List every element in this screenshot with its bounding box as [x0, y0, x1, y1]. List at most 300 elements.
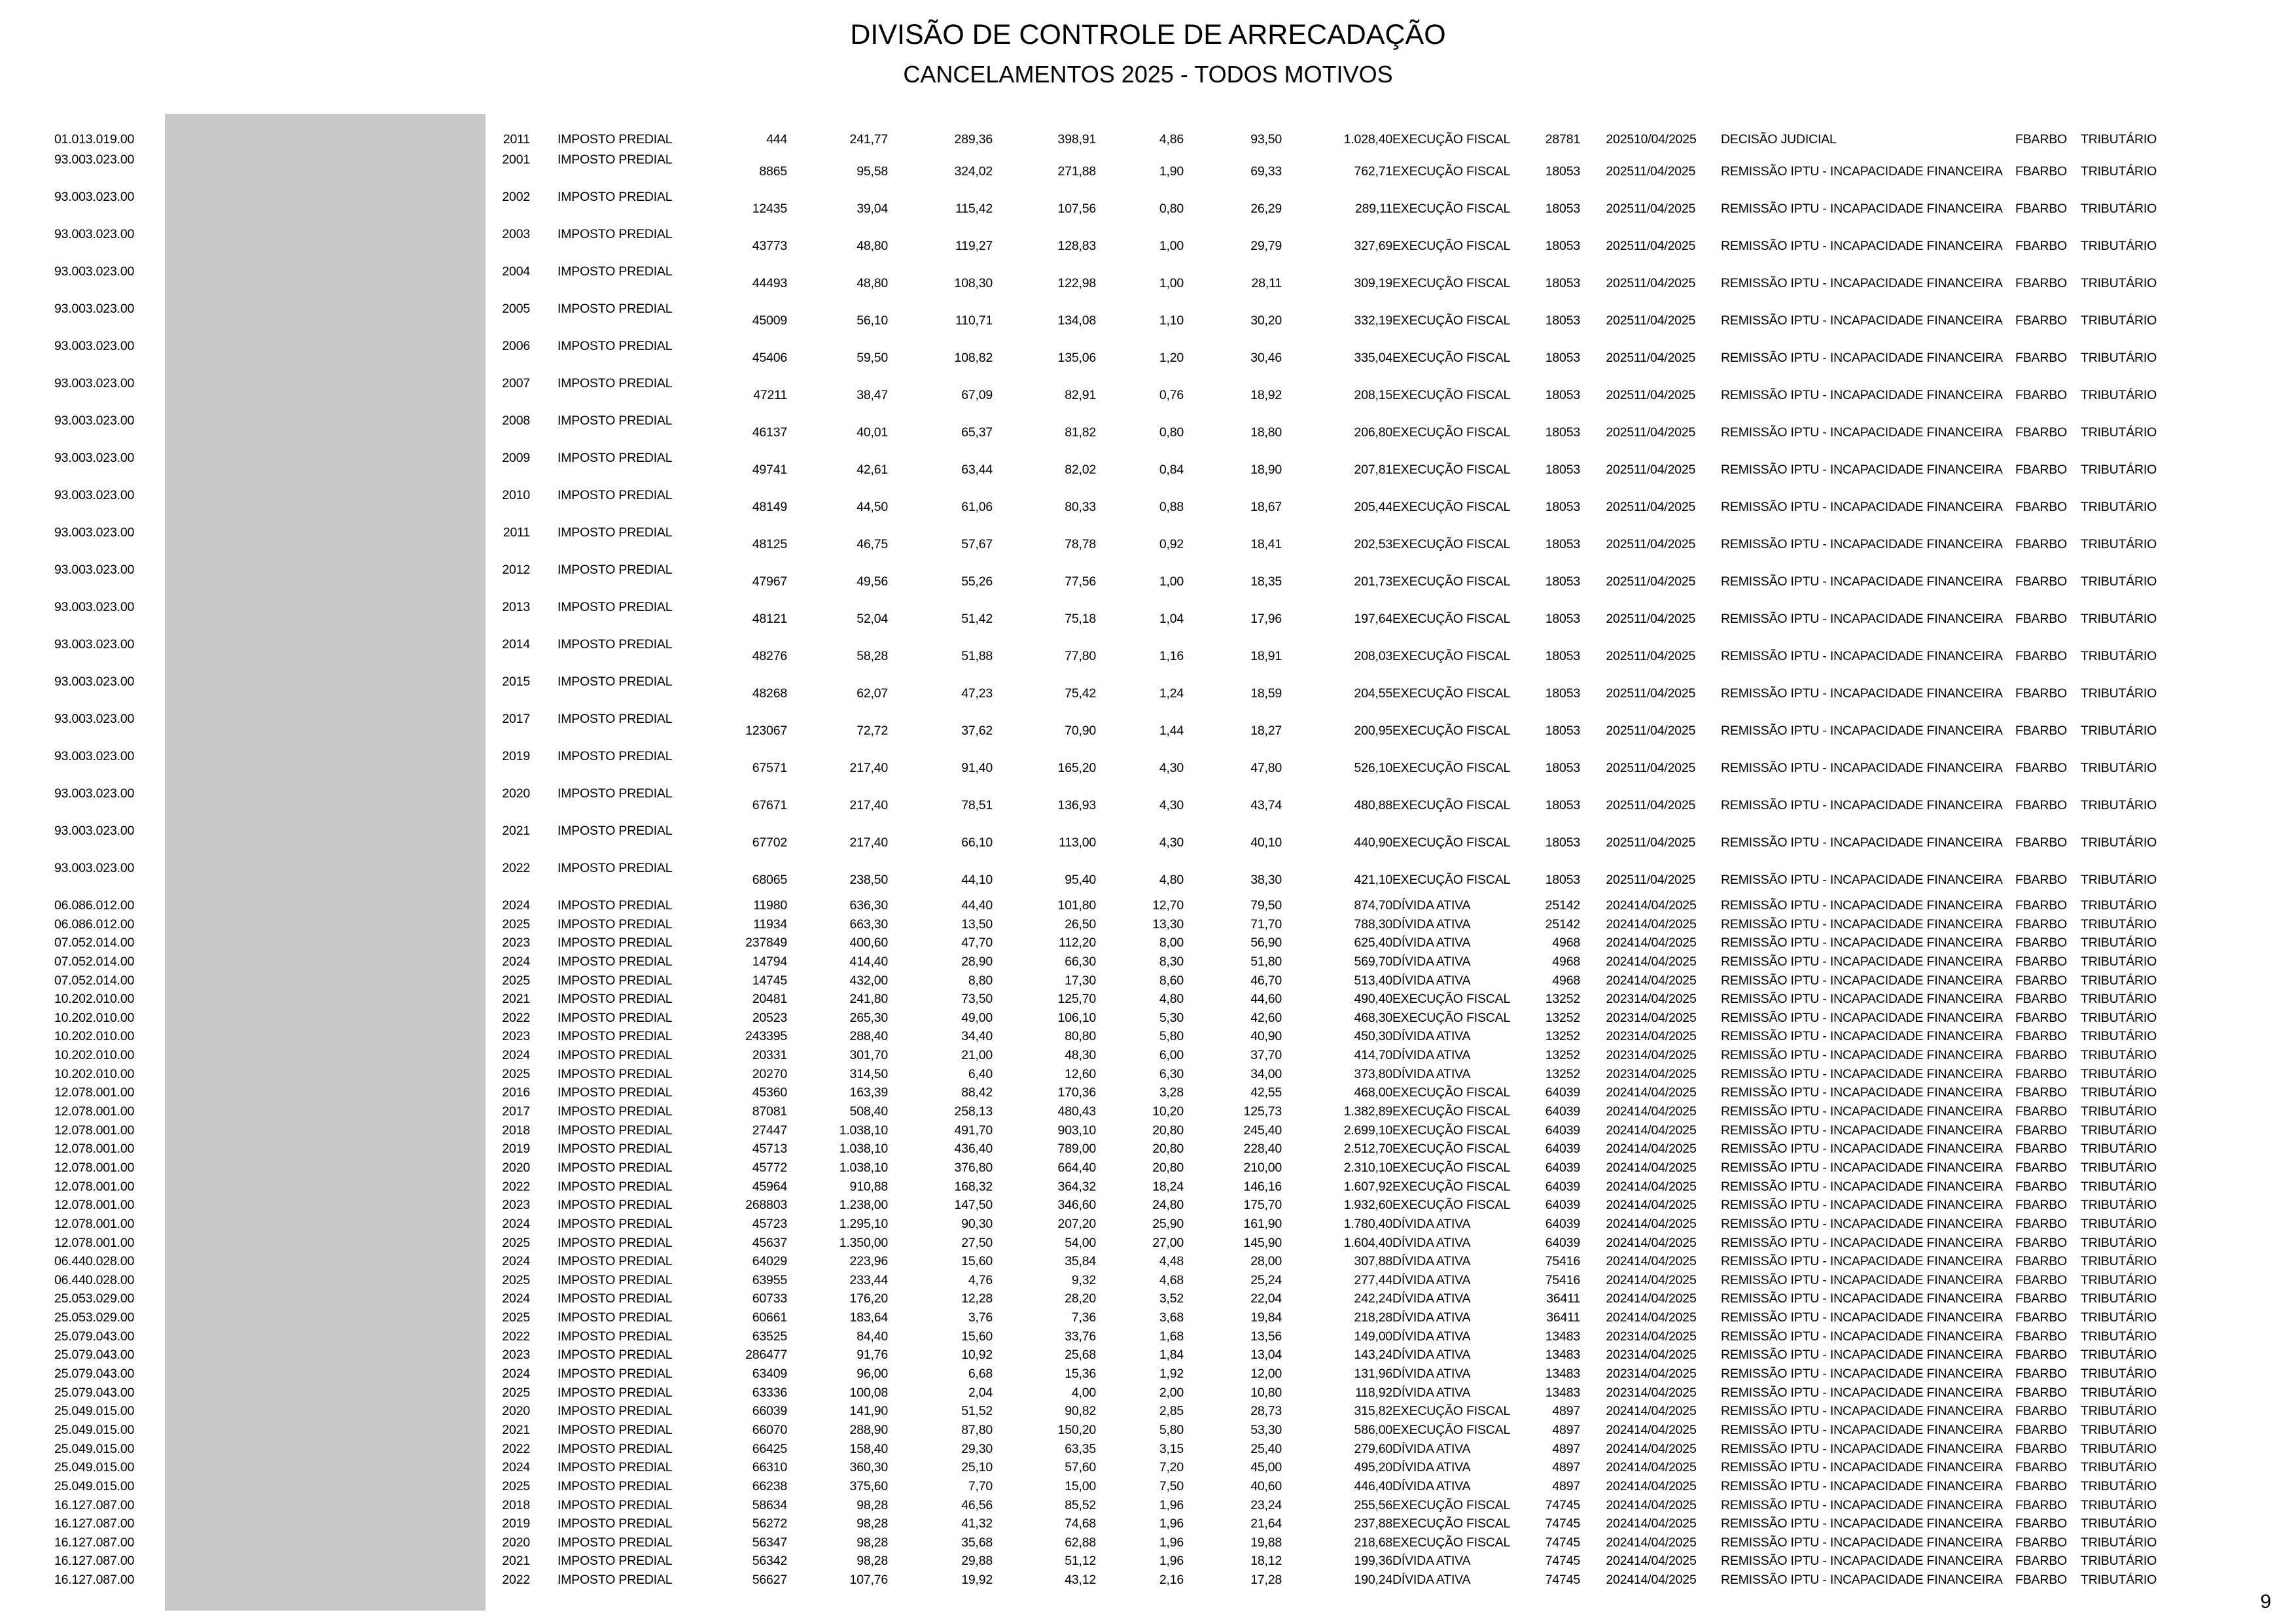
spacer-cell: [159, 190, 165, 228]
table-row: [0, 899, 2296, 918]
cell-category: TRIBUTÁRIO: [2081, 132, 2157, 147]
spacer-cell: [486, 302, 497, 340]
spacer-cell: [530, 862, 557, 899]
cell-total: 1.780,40: [1343, 1216, 1392, 1231]
spacer-cell: [165, 1161, 486, 1180]
cell-year: 2023: [502, 1198, 530, 1213]
cell-installment_qty: 63336: [752, 1385, 787, 1400]
cell-category: TRIBUTÁRIO: [2081, 1367, 2157, 1382]
cell-total: 143,24: [1354, 1348, 1392, 1363]
cell-value_3: 113,00: [1059, 835, 1096, 850]
cell-value_3: 48,30: [1065, 1048, 1096, 1063]
cell-reason: REMISSÃO IPTU - INCAPACIDADE FINANCEIRA: [1721, 1404, 2003, 1419]
spacer-cell: [486, 1423, 497, 1442]
table-row: [0, 302, 2296, 340]
cell-value_4: 1,00: [1159, 239, 1184, 253]
cell-value_2: 13,50: [961, 916, 993, 932]
report-header: [0, 18, 2296, 89]
cell-code: 93.003.023.00: [54, 152, 135, 167]
cell-value_5: 40,90: [1250, 1029, 1282, 1044]
cell-installment_qty: 237849: [745, 935, 787, 951]
cell-tax_type: IMPOSTO PREDIAL: [557, 1123, 673, 1138]
cell-value_1: 1.350,00: [839, 1235, 888, 1250]
spacer-cell: [159, 750, 165, 787]
cell-value_4: 1,96: [1159, 1497, 1184, 1512]
cell-user: FBARBO: [2015, 1478, 2067, 1493]
cell-process: 13252: [1545, 1010, 1580, 1025]
cell-origin: EXECUÇÃO FISCAL: [1392, 132, 1511, 147]
cell-value_1: 1.038,10: [839, 1123, 888, 1138]
cell-installment_qty: 47967: [752, 574, 787, 589]
cell-tax_type: IMPOSTO PREDIAL: [557, 1066, 673, 1081]
cell-code: 16.127.087.00: [54, 1554, 135, 1569]
spacer-cell: [165, 955, 486, 974]
cell-process_year: 2025: [1606, 835, 1634, 850]
spacer-cell: [0, 1217, 54, 1236]
cell-process: 13483: [1545, 1367, 1580, 1382]
cell-total: 206,80: [1354, 425, 1392, 440]
spacer-cell: [165, 601, 486, 638]
cell-process_year: 2025: [1606, 798, 1634, 812]
cell-process: 18053: [1545, 313, 1580, 328]
spacer-cell: [165, 974, 486, 993]
spacer-cell: [0, 377, 54, 414]
cell-reason: REMISSÃO IPTU - INCAPACIDADE FINANCEIRA: [1721, 201, 2003, 216]
cell-total: 373,80: [1354, 1066, 1392, 1081]
cell-total: 208,03: [1354, 649, 1392, 663]
cell-total: 1.932,60: [1343, 1198, 1392, 1213]
cell-reason: REMISSÃO IPTU - INCAPACIDADE FINANCEIRA: [1721, 1460, 2003, 1475]
table-row: [0, 750, 2296, 787]
cell-value_3: 57,60: [1065, 1460, 1096, 1475]
cell-installment_qty: 56272: [752, 1516, 787, 1531]
table-row: [0, 1198, 2296, 1217]
cell-reason: REMISSÃO IPTU - INCAPACIDADE FINANCEIRA: [1721, 612, 2003, 626]
cell-code: 10.202.010.00: [54, 992, 135, 1007]
spacer-cell: [530, 1161, 557, 1180]
cell-origin: EXECUÇÃO FISCAL: [1392, 1404, 1511, 1419]
spacer-cell: [0, 526, 54, 563]
cell-origin: EXECUÇÃO FISCAL: [1392, 761, 1511, 775]
spacer-cell: [159, 601, 165, 638]
spacer-cell: [530, 1105, 557, 1124]
cell-value_3: 74,68: [1065, 1516, 1096, 1531]
cell-installment_qty: 14794: [752, 954, 787, 969]
cell-process_year: 2024: [1606, 1254, 1634, 1269]
cell-reason: REMISSÃO IPTU - INCAPACIDADE FINANCEIRA: [1721, 1123, 2003, 1138]
spacer-cell: [159, 451, 165, 489]
cell-installment_qty: 64029: [752, 1254, 787, 1269]
cell-value_4: 4,80: [1159, 873, 1184, 887]
cell-installment_qty: 45713: [752, 1142, 787, 1157]
spacer-cell: [530, 936, 557, 955]
cell-value_4: 24,80: [1152, 1198, 1184, 1213]
cell-value_3: 95,40: [1065, 873, 1096, 887]
cell-value_2: 66,10: [961, 835, 993, 850]
spacer-cell: [0, 1180, 54, 1199]
spacer-cell: [165, 862, 486, 899]
cell-value_2: 15,60: [961, 1254, 993, 1269]
spacer-cell: [165, 1442, 486, 1461]
cell-value_3: 77,56: [1065, 574, 1096, 589]
spacer-cell: [165, 1049, 486, 1068]
cell-category: TRIBUTÁRIO: [2081, 351, 2157, 365]
cell-value_2: 47,23: [961, 686, 993, 701]
spacer-cell: [165, 228, 486, 265]
cell-installment_qty: 48121: [752, 612, 787, 626]
spacer-cell: [486, 992, 497, 1011]
cell-total: 490,40: [1354, 992, 1392, 1007]
table-row: [0, 936, 2296, 955]
cell-value_5: 23,24: [1250, 1497, 1282, 1512]
cell-category: TRIBUTÁRIO: [2081, 1554, 2157, 1569]
cell-value_4: 4,30: [1159, 798, 1184, 812]
cell-cancel_date: 14/04/2025: [1634, 1404, 1697, 1419]
cell-process: 13252: [1545, 1048, 1580, 1063]
cell-value_3: 66,30: [1065, 954, 1096, 969]
cell-value_2: 10,92: [961, 1348, 993, 1363]
spacer-cell: [165, 1461, 486, 1480]
cell-process: 64039: [1545, 1085, 1580, 1100]
cell-category: TRIBUTÁRIO: [2081, 1104, 2157, 1119]
cell-origin: DÍVIDA ATIVA: [1392, 1348, 1471, 1363]
cell-value_5: 69,33: [1250, 164, 1282, 179]
spacer-cell: [0, 974, 54, 993]
cell-value_4: 1,20: [1159, 351, 1184, 365]
spacer-cell: [0, 1311, 54, 1330]
cell-process_year: 2024: [1606, 1160, 1634, 1175]
cell-value_2: 19,92: [961, 1573, 993, 1588]
spacer-cell: [159, 712, 165, 750]
cell-reason: REMISSÃO IPTU - INCAPACIDADE FINANCEIRA: [1721, 1048, 2003, 1063]
cell-value_5: 19,84: [1250, 1310, 1282, 1325]
cell-code: 16.127.087.00: [54, 1573, 135, 1588]
cell-category: TRIBUTÁRIO: [2081, 537, 2157, 551]
spacer-cell: [530, 1049, 557, 1068]
cell-process_year: 2025: [1606, 574, 1634, 589]
cell-code: 93.003.023.00: [54, 339, 135, 353]
cell-value_2: 90,30: [961, 1216, 993, 1231]
cell-code: 25.079.043.00: [54, 1367, 135, 1382]
cell-value_4: 3,68: [1159, 1310, 1184, 1325]
cell-tax_type: IMPOSTO PREDIAL: [557, 1179, 673, 1194]
cell-process: 13483: [1545, 1348, 1580, 1363]
spacer-cell: [530, 1554, 557, 1573]
cell-installment_qty: 11934: [753, 916, 787, 932]
spacer-cell: [165, 1573, 486, 1592]
cell-installment_qty: 45009: [752, 313, 787, 328]
cell-reason: REMISSÃO IPTU - INCAPACIDADE FINANCEIRA: [1721, 649, 2003, 663]
cell-installment_qty: 87081: [752, 1104, 787, 1119]
cell-value_4: 7,50: [1159, 1478, 1184, 1493]
cell-value_2: 324,02: [954, 164, 993, 179]
spacer-cell: [0, 1386, 54, 1405]
table-row: [0, 1367, 2296, 1386]
cell-category: TRIBUTÁRIO: [2081, 935, 2157, 951]
cell-tax_type: IMPOSTO PREDIAL: [557, 563, 673, 577]
cell-origin: DÍVIDA ATIVA: [1392, 1272, 1471, 1287]
cell-code: 93.003.023.00: [54, 376, 135, 391]
cell-user: FBARBO: [2015, 835, 2067, 850]
cell-reason: REMISSÃO IPTU - INCAPACIDADE FINANCEIRA: [1721, 276, 2003, 290]
spacer-cell: [0, 153, 54, 190]
cell-code: 12.078.001.00: [54, 1104, 135, 1119]
table-row: [0, 190, 2296, 228]
cell-origin: DÍVIDA ATIVA: [1392, 1385, 1471, 1400]
cell-year: 2021: [502, 1554, 530, 1569]
cell-year: 2021: [502, 1422, 530, 1437]
spacer-cell: [486, 153, 497, 190]
spacer-cell: [165, 1068, 486, 1087]
spacer-cell: [165, 675, 486, 712]
cell-year: 2023: [502, 1348, 530, 1363]
cell-value_1: 52,04: [857, 612, 888, 626]
cell-installment_qty: 49741: [752, 462, 787, 477]
cell-value_5: 46,70: [1250, 973, 1282, 988]
cell-value_2: 2,04: [968, 1385, 993, 1400]
table-row: [0, 862, 2296, 899]
cell-cancel_date: 14/04/2025: [1634, 1085, 1697, 1100]
cell-value_3: 43,12: [1065, 1573, 1096, 1588]
spacer-cell: [530, 1011, 557, 1030]
cell-total: 197,64: [1354, 612, 1392, 626]
table-row: [0, 1068, 2296, 1087]
cell-process_year: 2023: [1606, 1329, 1634, 1344]
cell-category: TRIBUTÁRIO: [2081, 425, 2157, 440]
cell-total: 480,88: [1354, 798, 1392, 812]
cell-process: 74745: [1545, 1554, 1580, 1569]
cell-installment_qty: 66039: [752, 1404, 787, 1419]
cell-value_4: 10,20: [1152, 1104, 1184, 1119]
cell-installment_qty: 14745: [752, 973, 787, 988]
cell-code: 25.049.015.00: [54, 1422, 135, 1437]
cell-value_5: 56,90: [1250, 935, 1282, 951]
spacer-cell: [159, 1480, 165, 1499]
spacer-cell: [530, 918, 557, 937]
spacer-cell: [0, 1405, 54, 1423]
cell-value_3: 135,06: [1057, 351, 1096, 365]
spacer-cell: [159, 1086, 165, 1105]
cell-value_1: 183,64: [849, 1310, 888, 1325]
cell-value_1: 1.038,10: [839, 1160, 888, 1175]
cell-code: 25.053.029.00: [54, 1310, 135, 1325]
cell-value_4: 8,30: [1159, 954, 1184, 969]
cell-value_5: 18,59: [1250, 686, 1282, 701]
cell-process: 18053: [1545, 276, 1580, 290]
spacer-cell: [0, 1236, 54, 1255]
cell-installment_qty: 68065: [752, 873, 787, 887]
spacer-cell: [0, 1011, 54, 1030]
cell-cancel_date: 14/04/2025: [1634, 1179, 1697, 1194]
cell-reason: REMISSÃO IPTU - INCAPACIDADE FINANCEIRA: [1721, 1179, 2003, 1194]
table-row: [0, 1142, 2296, 1161]
cell-value_4: 4,48: [1159, 1254, 1184, 1269]
cell-year: 2025: [502, 1066, 530, 1081]
spacer-cell: [486, 451, 497, 489]
cell-origin: DÍVIDA ATIVA: [1392, 935, 1471, 951]
cell-origin: EXECUÇÃO FISCAL: [1392, 388, 1511, 402]
cell-reason: REMISSÃO IPTU - INCAPACIDADE FINANCEIRA: [1721, 1348, 2003, 1363]
cell-total: 2.512,70: [1343, 1142, 1392, 1157]
cell-value_3: 85,52: [1065, 1497, 1096, 1512]
cell-process: 18053: [1545, 686, 1580, 701]
cell-value_2: 46,56: [961, 1497, 993, 1512]
cell-process_year: 2025: [1606, 276, 1634, 290]
spacer-cell: [159, 1423, 165, 1442]
table-row: [0, 1536, 2296, 1555]
cell-value_5: 10,80: [1250, 1385, 1282, 1400]
spacer-cell: [0, 955, 54, 974]
cell-reason: REMISSÃO IPTU - INCAPACIDADE FINANCEIRA: [1721, 1085, 2003, 1100]
spacer-cell: [486, 1142, 497, 1161]
spacer-cell: [0, 1161, 54, 1180]
cell-value_5: 40,10: [1250, 835, 1282, 850]
cell-cancel_date: 14/04/2025: [1634, 1573, 1697, 1588]
cell-total: 569,70: [1354, 954, 1392, 969]
cell-reason: REMISSÃO IPTU - INCAPACIDADE FINANCEIRA: [1721, 1535, 2003, 1550]
cell-reason: DECISÃO JUDICIAL: [1721, 132, 1837, 147]
cell-total: 118,92: [1355, 1385, 1392, 1400]
cell-tax_type: IMPOSTO PREDIAL: [557, 488, 673, 502]
cell-value_1: 49,56: [857, 574, 888, 589]
cell-tax_type: IMPOSTO PREDIAL: [557, 1310, 673, 1325]
cell-code: 93.003.023.00: [54, 563, 135, 577]
table-row: [0, 1086, 2296, 1105]
spacer-cell: [486, 955, 497, 974]
cell-value_2: 49,00: [961, 1010, 993, 1025]
spacer-cell: [530, 712, 557, 750]
cell-value_1: 241,77: [849, 132, 888, 147]
cell-year: 2016: [502, 1085, 530, 1100]
table-row: [0, 1105, 2296, 1124]
cell-process_year: 2025: [1606, 239, 1634, 253]
cell-year: 2011: [503, 132, 530, 147]
cell-tax_type: IMPOSTO PREDIAL: [557, 132, 673, 147]
spacer-cell: [159, 1461, 165, 1480]
cell-process: 4897: [1552, 1460, 1580, 1475]
spacer-cell: [0, 1348, 54, 1367]
table-row: [0, 1161, 2296, 1180]
cell-process_year: 2025: [1606, 201, 1634, 216]
cell-total: 2.699,10: [1343, 1123, 1392, 1138]
spacer-cell: [0, 340, 54, 377]
cell-value_2: 258,13: [954, 1104, 993, 1119]
cell-process_year: 2025: [1606, 313, 1634, 328]
cell-value_1: 265,30: [849, 1010, 888, 1025]
cell-process_year: 2024: [1606, 1573, 1634, 1588]
cell-value_1: 38,47: [857, 388, 888, 402]
cell-category: TRIBUTÁRIO: [2081, 1516, 2157, 1531]
cell-code: 12.078.001.00: [54, 1179, 135, 1194]
cell-value_4: 2,16: [1159, 1573, 1184, 1588]
spacer-cell: [486, 1554, 497, 1573]
cell-category: TRIBUTÁRIO: [2081, 1198, 2157, 1213]
cell-category: TRIBUTÁRIO: [2081, 649, 2157, 663]
spacer-cell: [530, 377, 557, 414]
spacer-cell: [165, 1311, 486, 1330]
spacer-cell: [486, 1367, 497, 1386]
cell-category: TRIBUTÁRIO: [2081, 201, 2157, 216]
spacer-cell: [165, 1086, 486, 1105]
cell-reason: REMISSÃO IPTU - INCAPACIDADE FINANCEIRA: [1721, 1291, 2003, 1306]
spacer-cell: [0, 1461, 54, 1480]
spacer-cell: [159, 1161, 165, 1180]
page-title: DIVISÃO DE CONTROLE DE ARRECADAÇÃO: [850, 19, 1446, 50]
cell-origin: EXECUÇÃO FISCAL: [1392, 835, 1511, 850]
spacer-cell: [486, 1049, 497, 1068]
cell-value_1: 40,01: [857, 425, 888, 440]
cell-cancel_date: 14/04/2025: [1634, 1272, 1697, 1287]
cell-origin: EXECUÇÃO FISCAL: [1392, 1497, 1511, 1512]
cell-year: 2017: [502, 1104, 530, 1119]
cell-reason: REMISSÃO IPTU - INCAPACIDADE FINANCEIRA: [1721, 1441, 2003, 1456]
cell-value_2: 108,82: [954, 351, 993, 365]
cell-process_year: 2024: [1606, 1198, 1634, 1213]
cell-tax_type: IMPOSTO PREDIAL: [557, 227, 673, 241]
table-row: [0, 489, 2296, 526]
cell-origin: DÍVIDA ATIVA: [1392, 1066, 1471, 1081]
cell-value_5: 18,67: [1250, 500, 1282, 514]
cell-reason: REMISSÃO IPTU - INCAPACIDADE FINANCEIRA: [1721, 1329, 2003, 1344]
cell-origin: EXECUÇÃO FISCAL: [1392, 351, 1511, 365]
cell-value_4: 27,00: [1152, 1235, 1184, 1250]
cell-value_1: 663,30: [849, 916, 888, 932]
cell-value_3: 82,02: [1065, 462, 1096, 477]
cell-process: 18053: [1545, 873, 1580, 887]
cell-user: FBARBO: [2015, 1085, 2067, 1100]
cell-value_2: 51,42: [961, 612, 993, 626]
spacer-cell: [530, 265, 557, 302]
cell-reason: REMISSÃO IPTU - INCAPACIDADE FINANCEIRA: [1721, 1066, 2003, 1081]
cell-year: 2025: [502, 1235, 530, 1250]
cell-process_year: 2025: [1606, 724, 1634, 738]
cell-cancel_date: 14/04/2025: [1634, 1329, 1697, 1344]
table-row: [0, 1499, 2296, 1518]
cell-code: 01.013.019.00: [54, 132, 135, 147]
cell-cancel_date: 14/04/2025: [1634, 1497, 1697, 1512]
cell-code: 12.078.001.00: [54, 1123, 135, 1138]
table-body: [0, 133, 2296, 1592]
cell-code: 25.079.043.00: [54, 1329, 135, 1344]
spacer-cell: [530, 1142, 557, 1161]
cell-value_5: 25,40: [1250, 1441, 1282, 1456]
cell-value_1: 100,08: [849, 1385, 888, 1400]
cell-tax_type: IMPOSTO PREDIAL: [557, 339, 673, 353]
cell-cancel_date: 14/04/2025: [1634, 1216, 1697, 1231]
cell-value_1: 233,44: [849, 1272, 888, 1287]
spacer-cell: [159, 377, 165, 414]
cell-total: 468,30: [1354, 1010, 1392, 1025]
cell-year: 2018: [502, 1497, 530, 1512]
cell-value_5: 146,16: [1243, 1179, 1282, 1194]
cell-value_5: 18,35: [1250, 574, 1282, 589]
cell-total: 526,10: [1354, 761, 1392, 775]
spacer-cell: [530, 1536, 557, 1555]
cell-value_1: 314,50: [849, 1066, 888, 1081]
cell-value_3: 150,20: [1057, 1422, 1096, 1437]
cell-value_1: 96,00: [857, 1367, 888, 1382]
cell-value_4: 5,30: [1159, 1010, 1184, 1025]
cell-year: 2025: [502, 1310, 530, 1325]
cell-installment_qty: 45406: [752, 351, 787, 365]
cell-cancel_date: 14/04/2025: [1634, 1104, 1697, 1119]
cell-year: 2025: [502, 1385, 530, 1400]
cell-installment_qty: 63525: [752, 1329, 787, 1344]
cell-category: TRIBUTÁRIO: [2081, 1272, 2157, 1287]
cell-tax_type: IMPOSTO PREDIAL: [557, 1554, 673, 1569]
cell-reason: REMISSÃO IPTU - INCAPACIDADE FINANCEIRA: [1721, 916, 2003, 932]
cell-installment_qty: 45637: [752, 1235, 787, 1250]
